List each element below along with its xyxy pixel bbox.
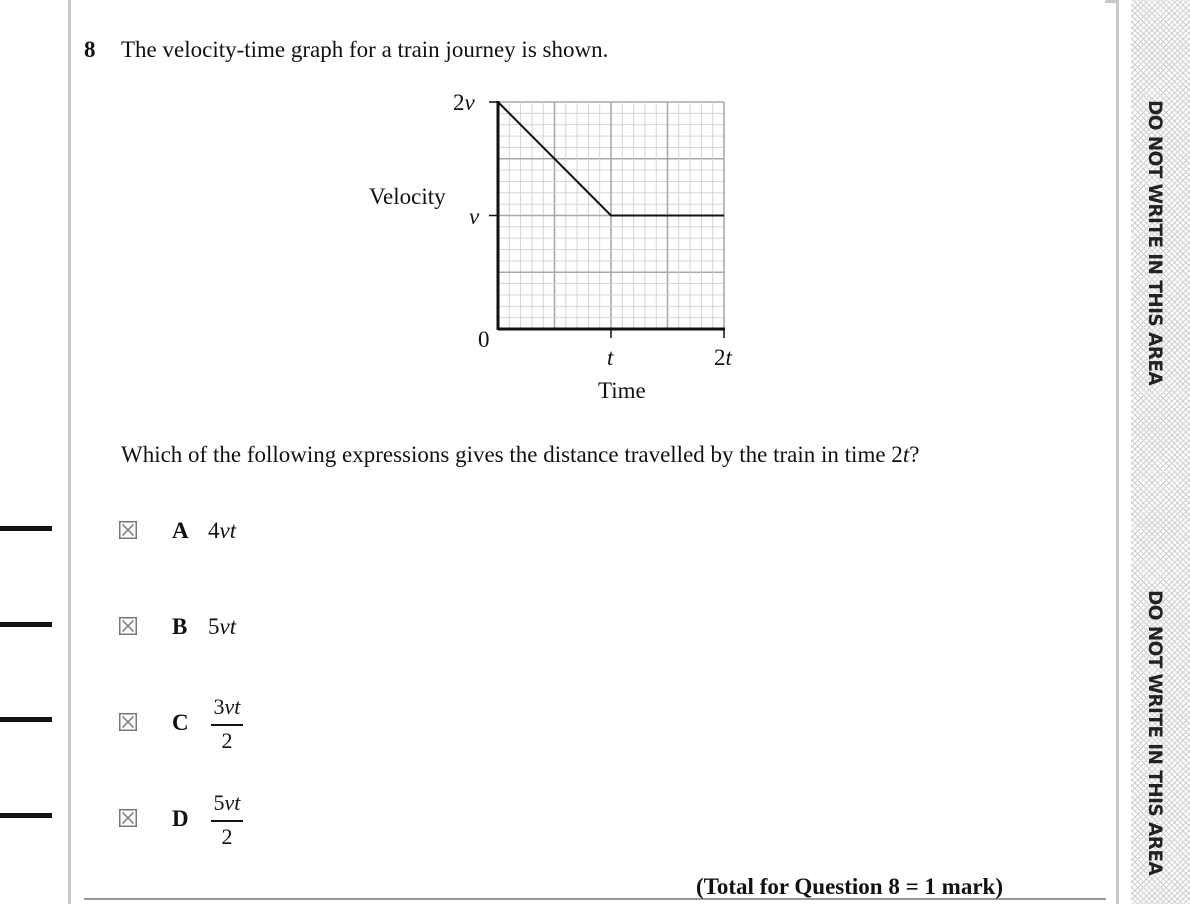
option-a-expression: 4vt: [208, 518, 237, 543]
option-c-fraction-bar: [211, 724, 243, 726]
y-tick-label-2v: 2v: [453, 90, 475, 115]
option-b-letter: B: [172, 614, 188, 639]
margin-warning-bottom: DO NOT WRITE IN THIS AREA: [1144, 590, 1165, 876]
option-b-checkbox[interactable]: [119, 617, 137, 635]
x-axis-label: Time: [598, 378, 646, 403]
x-tick-label-2t: 2t: [714, 345, 732, 370]
y-tick-label-v: v: [469, 204, 480, 229]
option-c-numerator: 3vt: [213, 694, 241, 719]
option-d-denominator: 2: [221, 824, 233, 849]
option-d-numerator: 5vt: [213, 790, 241, 815]
question-number: 8: [84, 37, 96, 62]
y-tick-label-zero: 0: [478, 327, 490, 352]
option-d-checkbox[interactable]: [119, 809, 137, 827]
option-c-letter: C: [172, 710, 189, 735]
question-prompt: Which of the following expressions gives the distance travelled by the train in time 2t?: [121, 442, 920, 467]
question-total-marks: (Total for Question 8 = 1 mark): [696, 874, 1003, 899]
option-b-expression: 5vt: [208, 614, 237, 639]
y-axis-label: Velocity: [369, 184, 446, 209]
option-a-letter: A: [172, 518, 189, 543]
option-a-checkbox[interactable]: [119, 521, 137, 539]
margin-warning-top: DO NOT WRITE IN THIS AREA: [1144, 100, 1165, 386]
option-d-letter: D: [172, 806, 189, 831]
x-tick-label-t: t: [607, 345, 614, 370]
question-intro: The velocity-time graph for a train journey is shown.: [121, 37, 609, 62]
option-c-denominator: 2: [221, 728, 233, 753]
option-c-checkbox[interactable]: [119, 713, 137, 731]
option-d-fraction-bar: [211, 820, 243, 822]
